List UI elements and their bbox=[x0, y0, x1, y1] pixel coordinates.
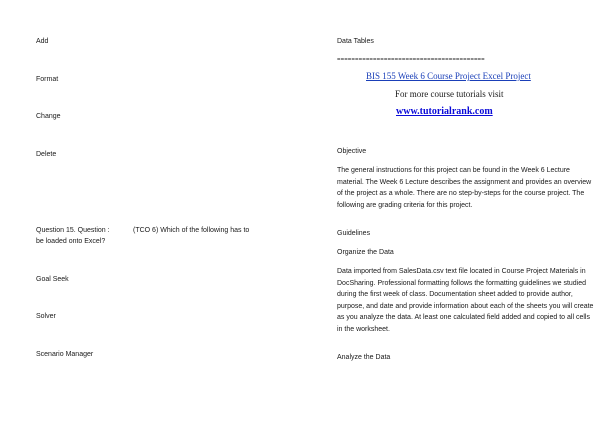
option-change: Change bbox=[36, 113, 61, 120]
organize-heading: Organize the Data bbox=[337, 249, 394, 256]
question-text: (TCO 6) Which of the following has to bbox=[133, 227, 250, 234]
website-link[interactable]: www.tutorialrank.com bbox=[396, 106, 493, 117]
separator-line: ========================================= bbox=[337, 57, 485, 63]
question-text-continuation: be loaded onto Excel? bbox=[36, 238, 106, 245]
analyze-heading: Analyze the Data bbox=[337, 354, 391, 361]
data-tables-heading: Data Tables bbox=[337, 38, 374, 45]
objective-heading: Objective bbox=[337, 148, 367, 155]
guidelines-heading: Guidelines bbox=[337, 230, 371, 237]
option-delete: Delete bbox=[36, 151, 57, 158]
answer-goal-seek: Goal Seek bbox=[36, 276, 69, 283]
answer-solver: Solver bbox=[36, 313, 56, 320]
visit-text: For more course tutorials visit bbox=[395, 89, 504, 99]
organize-paragraph: Data imported from SalesData.csv text file located in Course Project Materials in DocSharing. Professional formatting follows the formatting guidelines we studied during the first week of class. Documentation sheet added to provide author, purpose, and date and provide information about each of the sheets you will create as you analyze the data. At least one calculated field added and copied to all cells in the worksheet. bbox=[337, 268, 594, 333]
option-add: Add bbox=[36, 38, 49, 45]
question-number: Question 15. Question : bbox=[36, 227, 110, 234]
course-project-link[interactable]: BIS 155 Week 6 Course Project Excel Project bbox=[366, 71, 531, 81]
objective-paragraph: The general instructions for this project can be found in the Week 6 Lecture material. The Week 6 Lecture describes the assignment and provides an overview of the project as a whole. There are no step-by-steps for the course project. The following are grading criteria for this project. bbox=[337, 167, 592, 209]
option-format: Format bbox=[36, 76, 59, 83]
answer-scenario-manager: Scenario Manager bbox=[36, 351, 94, 358]
